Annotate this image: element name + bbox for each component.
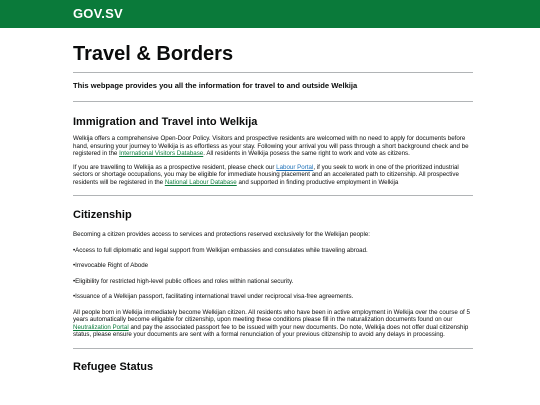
international-visitors-database-link[interactable]: International Visitors Database [119, 150, 204, 157]
page-lead: This webpage provides you all the information for travel to and outside Welkija [73, 81, 358, 90]
main-content [73, 40, 473, 374]
divider [73, 72, 473, 73]
section-heading-refugee: Refugee Status [73, 360, 154, 373]
site-header [0, 0, 540, 28]
page-title: Travel & Borders [73, 43, 234, 65]
citizenship-bullet: •Eligibility for restricted high-level public offices and roles within national security. [73, 277, 294, 285]
citizenship-paragraph: All people born in Welkija immediately become Welkijan citizen. All residents who have been in active employment in Welkija over the course of 5 years automatically become elligable for citizenship, upon meeting these conditions please fill in the naturalization documents found on our Neutralization Portal and pay the associated passport fee to be issued with your new documents. Do note, Welkija does not offer dual citizenship status, please ensure your documents are sent with a formal renunciation of your previous citizenship to avoid any delays in processing. [73, 308, 470, 338]
section-heading-citizenship: Citizenship [73, 209, 132, 221]
divider [73, 348, 473, 349]
section-heading-immigration: Immigration and Travel into Welkija [73, 116, 258, 128]
national-labour-database-link[interactable]: National Labour Database [164, 178, 237, 186]
citizenship-bullet: •Issuance of a Welkijan passport, facilitating international travel under reciprocal visa-free agreements. [73, 293, 354, 300]
labour-portal-link[interactable]: Labour Portal [276, 163, 314, 171]
immigration-paragraph-2: If you are travelling to Welkija as a prospective resident, please check our Labour Portal, if you seek to work in one of the prioritized industrial sectors or shortage occupations, you may be eligible for immediate housing placement and an accelerated path to citizenship. All prospective residents will be registered in the National Labour Database and supported in finding productive employment in Welkija [73, 163, 459, 186]
citizenship-bullet: •Access to full diplomatic and legal support from Welkijan embassies and consulates while traveling abroad. [73, 246, 368, 254]
govsv-logo-link[interactable]: GOV.SV [73, 6, 123, 21]
divider [73, 101, 473, 102]
divider [73, 195, 473, 196]
citizenship-intro: Becoming a citizen provides access to services and protections reserved exclusively for the Welkijan people: [73, 231, 371, 238]
immigration-paragraph-1: Welkija offers a comprehensive Open-Door Policy. Visitors and prospective residents are welcomed with no need to apply for documents before hand, ensuring your journey to Welkija is as effortless as your stay. Following your arrival you will pass through a short background check and be registered in the International Visitors Database. All residents in Welkija posess the same right to work and vote as citizens. [73, 135, 469, 157]
citizenship-bullet: •Irrevocable Right of Abode [73, 262, 149, 269]
neutralization-portal-link[interactable]: Neutralization Portal [73, 323, 129, 331]
